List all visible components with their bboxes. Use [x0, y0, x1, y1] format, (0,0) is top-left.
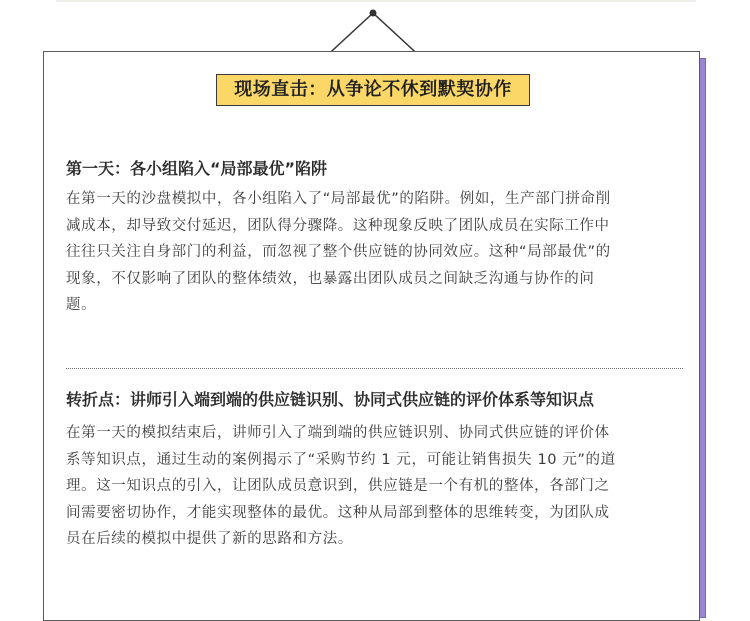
paragraph-line: 题。 [66, 297, 97, 313]
section-body-day-one [66, 186, 686, 319]
paragraph-line: 现象，不仅影响了团队的整体绩效，也暴露出团队成员之间缺乏沟通与协作的问 [66, 270, 595, 287]
hanger-nail-icon [370, 10, 377, 17]
paragraph-line: 在第一天的模拟结束后，讲师引入了端到端的供应链识别、协同式供应链的评价体 [66, 425, 610, 441]
section-divider [66, 368, 683, 369]
paragraph-line: 系等知识点，通过生动的案例揭示了“采购节约 1 元，可能让销售损失 10 元”的道 [66, 451, 616, 468]
paragraph-line: 往往只关注自身部门的利益，而忽视了整个供应链的协同效应。这种“局部最优”的 [66, 244, 611, 260]
paragraph-line: 理。这一知识点的引入，让团队成员意识到，供应链是一个有机的整体，各部门之 [66, 478, 610, 494]
section-body-turning-point [66, 420, 686, 553]
paragraph-line: 减成本，却导致交付延迟，团队得分骤降。这种现象反映了团队成员在实际工作中 [66, 217, 610, 234]
paragraph-line: 员在后续的模拟中提供了新的思路和方法。 [66, 531, 353, 547]
card-title: 现场直击：从争论不休到默契协作 [216, 74, 530, 106]
paragraph-line: 间需要密切协作，才能实现整体的最优。这种从局部到整体的思维转变，为团队成 [66, 504, 610, 521]
section-heading-day-one: 第一天：各小组陷入“局部最优”陷阱 [66, 159, 328, 178]
paragraph-line: 在第一天的沙盘模拟中，各小组陷入了“局部最优”的陷阱。例如，生产部门拼命削 [66, 191, 611, 207]
section-heading-turning-point: 转折点：讲师引入端到端的供应链识别、协同式供应链的评价体系等知识点 [66, 390, 595, 409]
